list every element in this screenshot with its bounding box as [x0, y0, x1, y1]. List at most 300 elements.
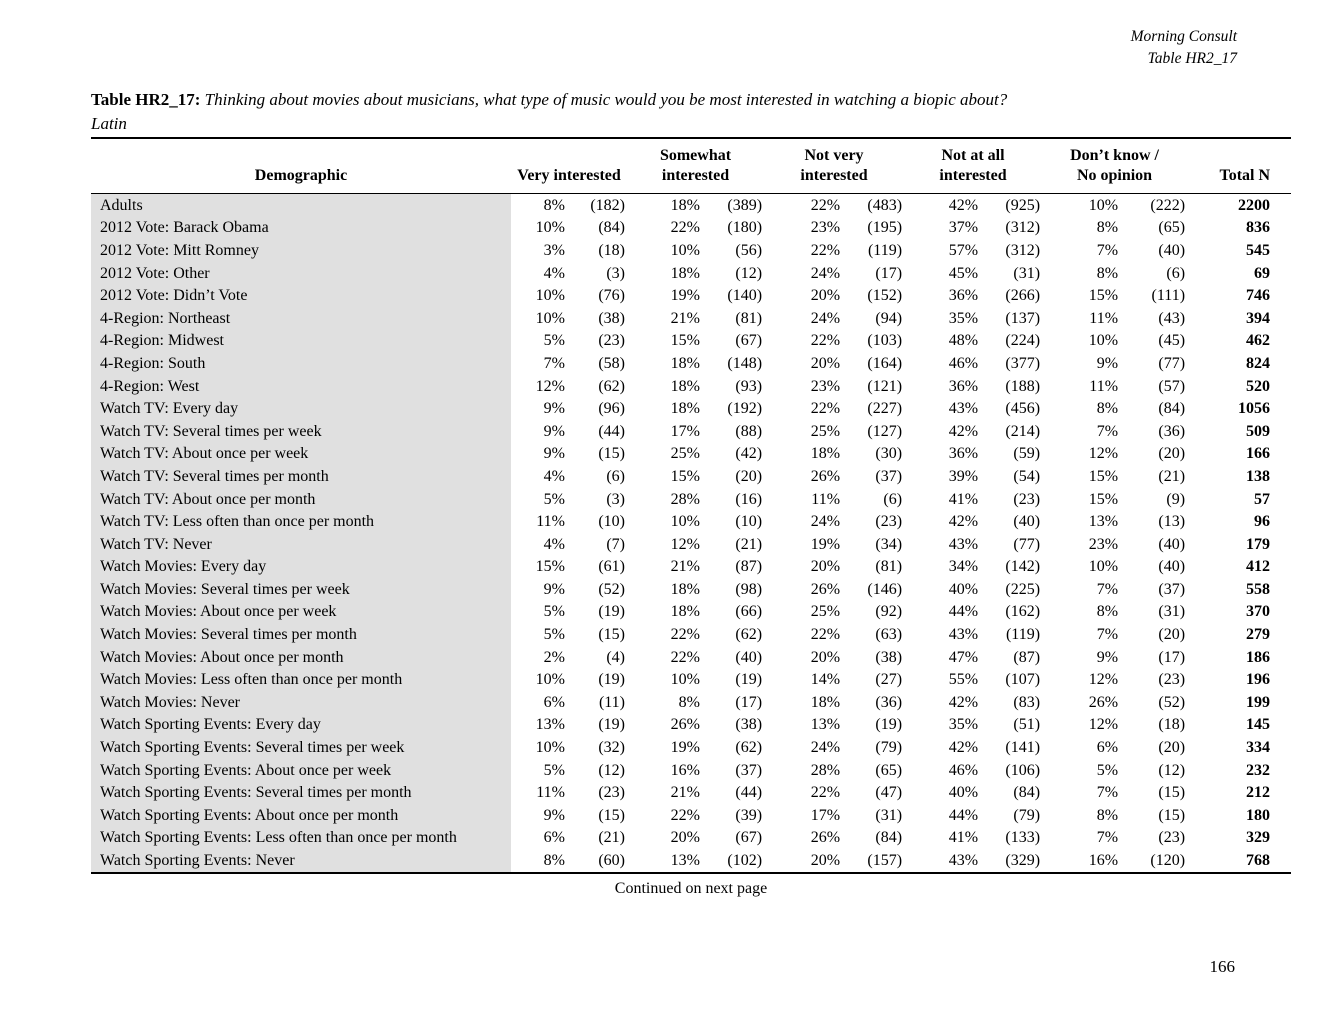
- count-cell: (140): [727, 287, 763, 305]
- col-header-group-2: [764, 138, 904, 194]
- count-cell: (21): [1158, 467, 1186, 485]
- count-cell: (36): [875, 693, 903, 711]
- percent-cell: 2%: [543, 648, 565, 666]
- table-row: [91, 759, 1291, 782]
- percent-cell: 16%: [1088, 852, 1119, 870]
- total-n-cell: 824: [1246, 354, 1271, 372]
- percent-cell: 44%: [948, 806, 979, 824]
- count-cell: (12): [735, 264, 763, 282]
- count-cell: (227): [867, 400, 903, 418]
- count-cell: (6): [1166, 264, 1186, 282]
- percent-cell: 22%: [670, 648, 700, 666]
- count-cell: (31): [875, 806, 903, 824]
- count-cell: (18): [1158, 716, 1186, 734]
- percent-cell: 22%: [810, 626, 841, 644]
- percent-cell: 20%: [810, 287, 841, 305]
- table-title: [91, 88, 1296, 136]
- row-demographic: Watch Sporting Events: Never: [91, 849, 511, 873]
- count-cell: (34): [875, 535, 903, 553]
- row-demographic: Watch Movies: Less often than once per month: [91, 668, 511, 691]
- percent-cell: 7%: [1096, 784, 1119, 802]
- percent-cell: 8%: [1096, 264, 1119, 282]
- table-row: [91, 804, 1291, 827]
- percent-cell: 4%: [543, 535, 565, 553]
- percent-cell: 18%: [810, 445, 841, 463]
- table-header-row: [91, 138, 1291, 194]
- row-demographic: Watch Sporting Events: Every day: [91, 714, 511, 737]
- percent-cell: 9%: [543, 422, 565, 440]
- row-demographic: Watch Movies: About once per week: [91, 601, 511, 624]
- count-cell: (32): [598, 739, 625, 757]
- percent-cell: 9%: [543, 806, 565, 824]
- col-header-demographic: Demographic: [91, 138, 511, 194]
- count-cell: (102): [727, 852, 763, 870]
- count-cell: (19): [735, 671, 763, 689]
- crosstab-table: [91, 137, 1291, 874]
- percent-cell: 25%: [670, 445, 700, 463]
- percent-cell: 20%: [810, 648, 841, 666]
- percent-cell: 41%: [948, 829, 979, 847]
- count-cell: (79): [875, 739, 903, 757]
- percent-cell: 7%: [1096, 829, 1119, 847]
- count-cell: (52): [1158, 693, 1186, 711]
- count-cell: (84): [1013, 784, 1041, 802]
- col-header-total: Total N: [1187, 138, 1291, 194]
- percent-cell: 15%: [535, 558, 565, 576]
- continued-note: Continued on next page: [614, 879, 768, 897]
- table-row: [91, 533, 1291, 556]
- percent-cell: 10%: [1088, 332, 1119, 350]
- count-cell: (44): [598, 422, 625, 440]
- table-title-topic: Latin: [91, 114, 127, 133]
- count-cell: (37): [735, 761, 763, 779]
- percent-cell: 10%: [535, 309, 565, 327]
- row-demographic: Adults: [91, 194, 511, 217]
- percent-cell: 24%: [810, 264, 841, 282]
- count-cell: (20): [1158, 445, 1186, 463]
- percent-cell: 7%: [1096, 422, 1119, 440]
- percent-cell: 18%: [670, 377, 700, 395]
- count-cell: (57): [1158, 377, 1186, 395]
- count-cell: (107): [1005, 671, 1041, 689]
- percent-cell: 18%: [670, 400, 700, 418]
- percent-cell: 6%: [543, 829, 565, 847]
- count-cell: (146): [867, 580, 903, 598]
- percent-cell: 18%: [670, 354, 700, 372]
- count-cell: (12): [1158, 761, 1186, 779]
- count-cell: (92): [875, 603, 903, 621]
- percent-cell: 14%: [810, 671, 841, 689]
- count-cell: (66): [735, 603, 763, 621]
- percent-cell: 8%: [678, 693, 700, 711]
- count-cell: (87): [1013, 648, 1041, 666]
- percent-cell: 37%: [948, 219, 979, 237]
- total-n-cell: 138: [1246, 467, 1271, 485]
- percent-cell: 41%: [948, 490, 979, 508]
- count-cell: (79): [1013, 806, 1041, 824]
- count-cell: (15): [598, 626, 625, 644]
- col-header-line: Don’t know /: [1070, 147, 1159, 164]
- table-title-question: Thinking about movies about musicians, what type of music would you be most interested in watching a biopic about?: [204, 90, 1008, 109]
- count-cell: (4): [606, 648, 625, 666]
- row-demographic: Watch Movies: Never: [91, 691, 511, 714]
- percent-cell: 43%: [948, 852, 979, 870]
- percent-cell: 7%: [1096, 241, 1119, 259]
- count-cell: (54): [1013, 467, 1041, 485]
- count-cell: (60): [598, 852, 625, 870]
- count-cell: (45): [1158, 332, 1186, 350]
- table-row: [91, 397, 1291, 420]
- running-head-table-ref: Table HR2_17: [1147, 50, 1237, 67]
- table-row: [91, 668, 1291, 691]
- total-n-cell: 2200: [1238, 196, 1271, 214]
- count-cell: (47): [875, 784, 903, 802]
- percent-cell: 5%: [543, 332, 565, 350]
- total-n-cell: 462: [1246, 332, 1271, 350]
- count-cell: (23): [1158, 671, 1186, 689]
- count-cell: (40): [735, 648, 763, 666]
- row-demographic: Watch Movies: About once per month: [91, 646, 511, 669]
- percent-cell: 21%: [670, 309, 700, 327]
- count-cell: (19): [598, 603, 625, 621]
- table-title-label: Table HR2_17:: [91, 90, 201, 109]
- count-cell: (23): [1158, 829, 1186, 847]
- table-row: [91, 781, 1291, 804]
- count-cell: (15): [1158, 806, 1186, 824]
- count-cell: (31): [1013, 264, 1041, 282]
- table-row: [91, 510, 1291, 533]
- count-cell: (88): [735, 422, 763, 440]
- table-row: [91, 601, 1291, 624]
- count-cell: (17): [875, 264, 903, 282]
- percent-cell: 35%: [948, 716, 979, 734]
- count-cell: (6): [883, 490, 903, 508]
- percent-cell: 45%: [948, 264, 979, 282]
- running-head-source: Morning Consult: [1130, 28, 1237, 45]
- percent-cell: 18%: [810, 693, 841, 711]
- total-n-cell: 370: [1246, 603, 1271, 621]
- percent-cell: 43%: [948, 626, 979, 644]
- count-cell: (67): [735, 829, 763, 847]
- count-cell: (121): [867, 377, 903, 395]
- count-cell: (133): [1005, 829, 1041, 847]
- row-demographic: Watch Sporting Events: About once per month: [91, 804, 511, 827]
- count-cell: (224): [1005, 332, 1041, 350]
- count-cell: (9): [1166, 490, 1186, 508]
- percent-cell: 42%: [948, 693, 979, 711]
- table-row: [91, 691, 1291, 714]
- count-cell: (21): [598, 829, 625, 847]
- row-demographic: 4-Region: Midwest: [91, 330, 511, 353]
- percent-cell: 18%: [670, 196, 700, 214]
- percent-cell: 15%: [670, 467, 700, 485]
- percent-cell: 21%: [670, 784, 700, 802]
- total-n-cell: 69: [1254, 264, 1271, 282]
- count-cell: (141): [1005, 739, 1041, 757]
- count-cell: (77): [1158, 354, 1186, 372]
- percent-cell: 22%: [810, 400, 841, 418]
- count-cell: (3): [606, 490, 625, 508]
- percent-cell: 21%: [670, 558, 700, 576]
- count-cell: (483): [867, 196, 903, 214]
- total-n-cell: 180: [1246, 806, 1271, 824]
- percent-cell: 8%: [1096, 806, 1119, 824]
- col-header-group-1: [627, 138, 764, 194]
- count-cell: (10): [735, 513, 763, 531]
- total-n-cell: 746: [1246, 287, 1271, 305]
- count-cell: (17): [1158, 648, 1186, 666]
- percent-cell: 57%: [948, 241, 979, 259]
- percent-cell: 11%: [811, 490, 841, 508]
- count-cell: (83): [1013, 693, 1041, 711]
- crosstab-wrap: [91, 137, 1291, 898]
- percent-cell: 22%: [670, 626, 700, 644]
- count-cell: (119): [1005, 626, 1041, 644]
- percent-cell: 9%: [543, 580, 565, 598]
- count-cell: (36): [1158, 422, 1186, 440]
- table-row: [91, 352, 1291, 375]
- percent-cell: 10%: [535, 287, 565, 305]
- table-row: [91, 736, 1291, 759]
- total-n-cell: 520: [1246, 377, 1271, 395]
- percent-cell: 20%: [670, 829, 700, 847]
- page-number: 166: [1209, 957, 1235, 976]
- count-cell: (19): [598, 716, 625, 734]
- percent-cell: 10%: [1088, 196, 1119, 214]
- count-cell: (222): [1150, 196, 1186, 214]
- table-row: [91, 623, 1291, 646]
- row-demographic: 2012 Vote: Barack Obama: [91, 217, 511, 240]
- percent-cell: 22%: [670, 219, 700, 237]
- percent-cell: 12%: [1088, 671, 1119, 689]
- count-cell: (195): [867, 219, 903, 237]
- percent-cell: 15%: [1088, 287, 1119, 305]
- count-cell: (19): [598, 671, 625, 689]
- count-cell: (94): [875, 309, 903, 327]
- percent-cell: 7%: [543, 354, 565, 372]
- percent-cell: 44%: [948, 603, 979, 621]
- percent-cell: 22%: [810, 332, 841, 350]
- percent-cell: 48%: [948, 332, 979, 350]
- total-n-cell: 509: [1246, 422, 1271, 440]
- count-cell: (119): [867, 241, 903, 259]
- table-row: [91, 330, 1291, 353]
- count-cell: (63): [875, 626, 903, 644]
- percent-cell: 28%: [670, 490, 700, 508]
- count-cell: (87): [735, 558, 763, 576]
- table-row: [91, 194, 1291, 217]
- count-cell: (81): [875, 558, 903, 576]
- count-cell: (19): [875, 716, 903, 734]
- count-cell: (3): [606, 264, 625, 282]
- percent-cell: 55%: [948, 671, 979, 689]
- percent-cell: 10%: [1088, 558, 1119, 576]
- percent-cell: 9%: [543, 400, 565, 418]
- count-cell: (182): [590, 196, 625, 214]
- percent-cell: 36%: [948, 445, 979, 463]
- count-cell: (137): [1005, 309, 1041, 327]
- count-cell: (31): [1158, 603, 1186, 621]
- percent-cell: 12%: [1088, 716, 1119, 734]
- count-cell: (37): [875, 467, 903, 485]
- row-demographic: Watch Sporting Events: About once per week: [91, 759, 511, 782]
- percent-cell: 11%: [536, 784, 565, 802]
- percent-cell: 25%: [810, 603, 841, 621]
- percent-cell: 26%: [810, 580, 841, 598]
- row-demographic: Watch TV: About once per week: [91, 443, 511, 466]
- count-cell: (43): [1158, 309, 1186, 327]
- percent-cell: 10%: [535, 739, 565, 757]
- table-row: [91, 262, 1291, 285]
- percent-cell: 6%: [543, 693, 565, 711]
- count-cell: (312): [1005, 219, 1041, 237]
- count-cell: (225): [1005, 580, 1041, 598]
- count-cell: (40): [1158, 535, 1186, 553]
- count-cell: (7): [606, 535, 625, 553]
- row-demographic: Watch TV: Several times per month: [91, 465, 511, 488]
- row-demographic: Watch TV: Never: [91, 533, 511, 556]
- percent-cell: 13%: [670, 852, 700, 870]
- count-cell: (17): [735, 693, 763, 711]
- row-demographic: Watch Sporting Events: Several times per week: [91, 736, 511, 759]
- count-cell: (52): [598, 580, 625, 598]
- count-cell: (61): [598, 558, 625, 576]
- table-row: [91, 827, 1291, 850]
- table-row: [91, 714, 1291, 737]
- total-n-cell: 394: [1246, 309, 1271, 327]
- table-row: [91, 849, 1291, 873]
- row-demographic: Watch Movies: Several times per month: [91, 623, 511, 646]
- total-n-cell: 57: [1254, 490, 1271, 508]
- count-cell: (59): [1013, 445, 1041, 463]
- total-n-cell: 186: [1246, 648, 1271, 666]
- count-cell: (142): [1005, 558, 1041, 576]
- count-cell: (312): [1005, 241, 1041, 259]
- count-cell: (15): [598, 806, 625, 824]
- row-demographic: Watch Movies: Every day: [91, 556, 511, 579]
- percent-cell: 26%: [810, 467, 841, 485]
- percent-cell: 23%: [810, 377, 841, 395]
- count-cell: (65): [1158, 219, 1186, 237]
- running-head: [1131, 26, 1237, 70]
- percent-cell: 42%: [948, 422, 979, 440]
- count-cell: (329): [1005, 852, 1041, 870]
- total-n-cell: 768: [1246, 852, 1271, 870]
- total-n-cell: 558: [1246, 580, 1271, 598]
- total-n-cell: 96: [1254, 513, 1271, 531]
- percent-cell: 19%: [670, 739, 700, 757]
- table-row: [91, 646, 1291, 669]
- percent-cell: 18%: [670, 264, 700, 282]
- count-cell: (10): [598, 513, 625, 531]
- count-cell: (106): [1005, 761, 1041, 779]
- percent-cell: 13%: [810, 716, 841, 734]
- percent-cell: 20%: [810, 558, 841, 576]
- count-cell: (13): [1158, 513, 1186, 531]
- percent-cell: 34%: [948, 558, 979, 576]
- table-row: [91, 488, 1291, 511]
- count-cell: (65): [875, 761, 903, 779]
- row-demographic: Watch Sporting Events: Less often than once per month: [91, 827, 511, 850]
- table-row: [91, 420, 1291, 443]
- count-cell: (38): [735, 716, 763, 734]
- col-header-line: interested: [800, 167, 868, 184]
- percent-cell: 5%: [543, 603, 565, 621]
- percent-cell: 7%: [1096, 580, 1119, 598]
- count-cell: (20): [1158, 626, 1186, 644]
- percent-cell: 23%: [810, 219, 841, 237]
- count-cell: (96): [598, 400, 625, 418]
- count-cell: (925): [1005, 196, 1041, 214]
- total-n-cell: 334: [1246, 739, 1271, 757]
- percent-cell: 40%: [948, 580, 979, 598]
- percent-cell: 5%: [543, 761, 565, 779]
- count-cell: (188): [1005, 377, 1041, 395]
- total-n-cell: 279: [1246, 626, 1271, 644]
- count-cell: (30): [875, 445, 903, 463]
- percent-cell: 15%: [1088, 490, 1119, 508]
- count-cell: (23): [875, 513, 903, 531]
- table-row: [91, 284, 1291, 307]
- count-cell: (40): [1158, 558, 1186, 576]
- percent-cell: 22%: [810, 196, 841, 214]
- col-header-line: Very interested: [517, 167, 621, 184]
- percent-cell: 26%: [670, 716, 700, 734]
- percent-cell: 8%: [1096, 219, 1119, 237]
- percent-cell: 10%: [535, 671, 565, 689]
- count-cell: (120): [1150, 852, 1186, 870]
- percent-cell: 10%: [670, 241, 700, 259]
- row-demographic: Watch TV: Less often than once per month: [91, 510, 511, 533]
- count-cell: (40): [1013, 513, 1041, 531]
- count-cell: (58): [598, 354, 625, 372]
- count-cell: (103): [867, 332, 903, 350]
- percent-cell: 11%: [1089, 309, 1119, 327]
- count-cell: (157): [867, 852, 903, 870]
- percent-cell: 18%: [670, 603, 700, 621]
- col-header-line: Not very: [804, 147, 864, 164]
- total-n-cell: 329: [1246, 829, 1271, 847]
- count-cell: (44): [735, 784, 763, 802]
- col-header-group-4: [1042, 138, 1187, 194]
- percent-cell: 18%: [670, 580, 700, 598]
- percent-cell: 39%: [948, 467, 979, 485]
- col-header-line: Not at all: [941, 147, 1005, 164]
- percent-cell: 9%: [543, 445, 565, 463]
- total-n-cell: 836: [1246, 219, 1271, 237]
- count-cell: (20): [735, 467, 763, 485]
- percent-cell: 17%: [670, 422, 700, 440]
- percent-cell: 40%: [948, 784, 979, 802]
- count-cell: (15): [1158, 784, 1186, 802]
- total-n-cell: 412: [1246, 558, 1271, 576]
- total-n-cell: 545: [1246, 241, 1271, 259]
- count-cell: (38): [875, 648, 903, 666]
- count-cell: (18): [598, 241, 625, 259]
- percent-cell: 4%: [543, 467, 565, 485]
- table-row: [91, 578, 1291, 601]
- count-cell: (38): [598, 309, 625, 327]
- count-cell: (192): [727, 400, 763, 418]
- percent-cell: 26%: [1088, 693, 1119, 711]
- count-cell: (16): [735, 490, 763, 508]
- table-row: [91, 443, 1291, 466]
- count-cell: (164): [867, 354, 903, 372]
- percent-cell: 19%: [670, 287, 700, 305]
- count-cell: (62): [598, 377, 625, 395]
- percent-cell: 36%: [948, 377, 979, 395]
- percent-cell: 5%: [543, 490, 565, 508]
